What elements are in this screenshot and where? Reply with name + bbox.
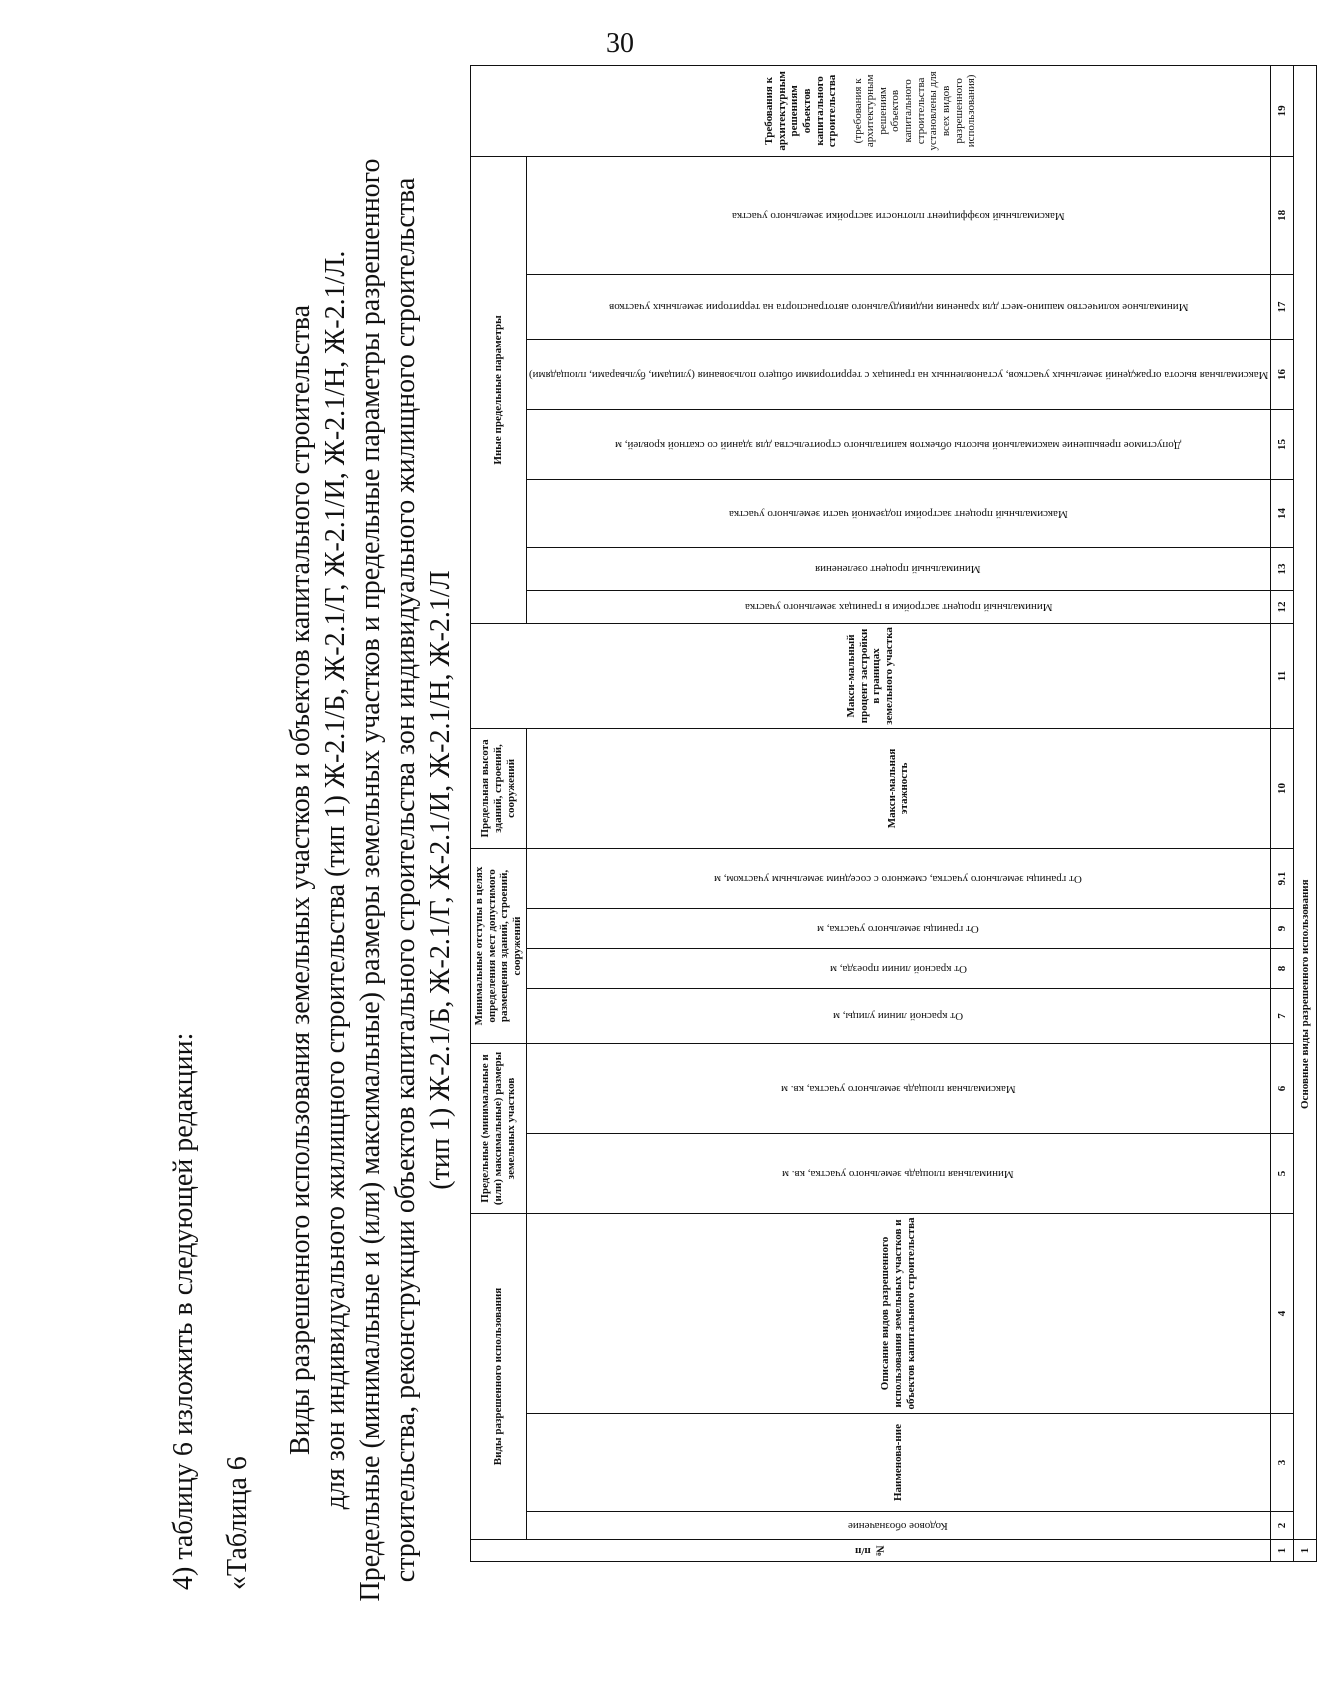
col-number: 3 xyxy=(1270,1414,1293,1512)
header-row-1 xyxy=(471,65,527,1561)
section-row-num: 1 xyxy=(1293,1540,1316,1562)
title-line-5: (тип 1) Ж-2.1/Б, Ж-2.1/Г, Ж-2.1/И, Ж-2.1/Н, Ж-2.1/Л xyxy=(425,570,456,1190)
h-off-adj: От границы земельного участка, смежного с соседним земельным участком, м xyxy=(526,848,1270,908)
h-fence: Максимальная высота ограждений земельных участков, установленных на границах с территориями общего пользования (улицами, бульварами, площадями) xyxy=(526,339,1270,409)
h-off-street: От красной линии улицы, м xyxy=(526,988,1270,1043)
col-number: 12 xyxy=(1270,590,1293,623)
h-sizes: Предельные (минимальные и (или) максимальные) размеры земельных участков xyxy=(471,1043,527,1213)
h-offsets: Минимальные отступы в целях определения мест допустимого размещения зданий, строений, сооружений xyxy=(471,848,527,1043)
col-number: 11 xyxy=(1270,623,1293,728)
regulations-table xyxy=(470,65,1317,1562)
h-name: Наименова-ние xyxy=(526,1414,1270,1512)
h-min-pct: Минимальный процент застройки в границах земельного участка xyxy=(526,590,1270,623)
h-num: № п/п xyxy=(471,1540,1271,1562)
h-floors: Макси-мальная этажность xyxy=(526,728,1270,848)
column-number-row xyxy=(1270,65,1293,1561)
col-number: 10 xyxy=(1270,728,1293,848)
h-vri: Виды разрешенного использования xyxy=(471,1214,527,1540)
col-number: 15 xyxy=(1270,409,1293,479)
title-line-1: Виды разрешенного использования земельных участков и объектов капитального строительства xyxy=(285,305,316,1455)
col-number: 8 xyxy=(1270,948,1293,988)
col-number: 19 xyxy=(1270,65,1293,156)
col-number: 6 xyxy=(1270,1043,1293,1133)
col-number: 14 xyxy=(1270,479,1293,547)
col-number: 17 xyxy=(1270,274,1293,339)
h-parking: Минимальное количество машино-мест для хранения индивидуального автотранспорта на территории земельных участков xyxy=(526,274,1270,339)
h-underground: Максимальный процент застройки подземной части земельного участка xyxy=(526,479,1270,547)
title-line-2: для зон индивидуального жилищного строительства (тип 1) Ж-2.1/Б, Ж-2.1/Г, Ж-2.1/И, Ж-2.1/Н, Ж-2.1/Л. xyxy=(320,250,351,1510)
h-exceed: Допустимое превышение максимальной высоты объектов капитального строительства для зданий со скатной кровлей, м xyxy=(526,409,1270,479)
page-number: 30 xyxy=(606,28,634,59)
col-number: 4 xyxy=(1270,1214,1293,1414)
col-number: 2 xyxy=(1270,1512,1293,1540)
section-row xyxy=(1293,65,1316,1561)
col-number: 1 xyxy=(1270,1540,1293,1562)
title-line-3: Предельные (минимальные и (или) максимальные) размеры земельных участков и предельные параметры разрешенного xyxy=(355,158,386,1602)
table-label: «Таблица 6 xyxy=(222,1456,253,1590)
h-green: Минимальный процент озеленения xyxy=(526,547,1270,590)
col-number: 18 xyxy=(1270,156,1293,274)
h-off-border: От границы земельного участка, м xyxy=(526,908,1270,948)
section-title: Основные виды разрешенного использования xyxy=(1293,65,1316,1539)
h-max-pct: Макси-мальный процент застройки в границах земельного участка xyxy=(471,623,1271,728)
col-number: 16 xyxy=(1270,339,1293,409)
h-desc: Описание видов разрешенного использования земельных участков и объектов капитального строительства xyxy=(526,1214,1270,1414)
h-density: Максимальный коэффициент плотности застройки земельного участка xyxy=(526,156,1270,274)
h-off-pass: От красной линии проезда, м xyxy=(526,948,1270,988)
col-number: 9 xyxy=(1270,908,1293,948)
h-code: Кодовое обозначение xyxy=(526,1512,1270,1540)
col-number: 7 xyxy=(1270,988,1293,1043)
h-max-area: Максимальная площадь земельного участка, кв. м xyxy=(526,1043,1270,1133)
rotated-content xyxy=(0,71,1311,1660)
intro-line: 4) таблицу 6 изложить в следующей редакции: xyxy=(168,1032,199,1590)
col-number: 9.1 xyxy=(1270,848,1293,908)
h-other: Иные предельные параметры xyxy=(471,156,527,623)
col-number: 5 xyxy=(1270,1134,1293,1214)
col-number: 13 xyxy=(1270,547,1293,590)
h-arch: Требования к архитектурным решениям объектов капитального строительства (требования к архитектурным решениям объектов капитального строительства установлены для всех видов разрешенного использования) xyxy=(471,65,1271,156)
h-height: Предельная высота зданий, строений, сооружений xyxy=(471,728,527,848)
title-line-4: строительства, реконструкции объектов капитального строительства зон индивидуального жилищного строительства xyxy=(390,177,421,1583)
h-min-area: Минимальная площадь земельного участка, кв. м xyxy=(526,1134,1270,1214)
